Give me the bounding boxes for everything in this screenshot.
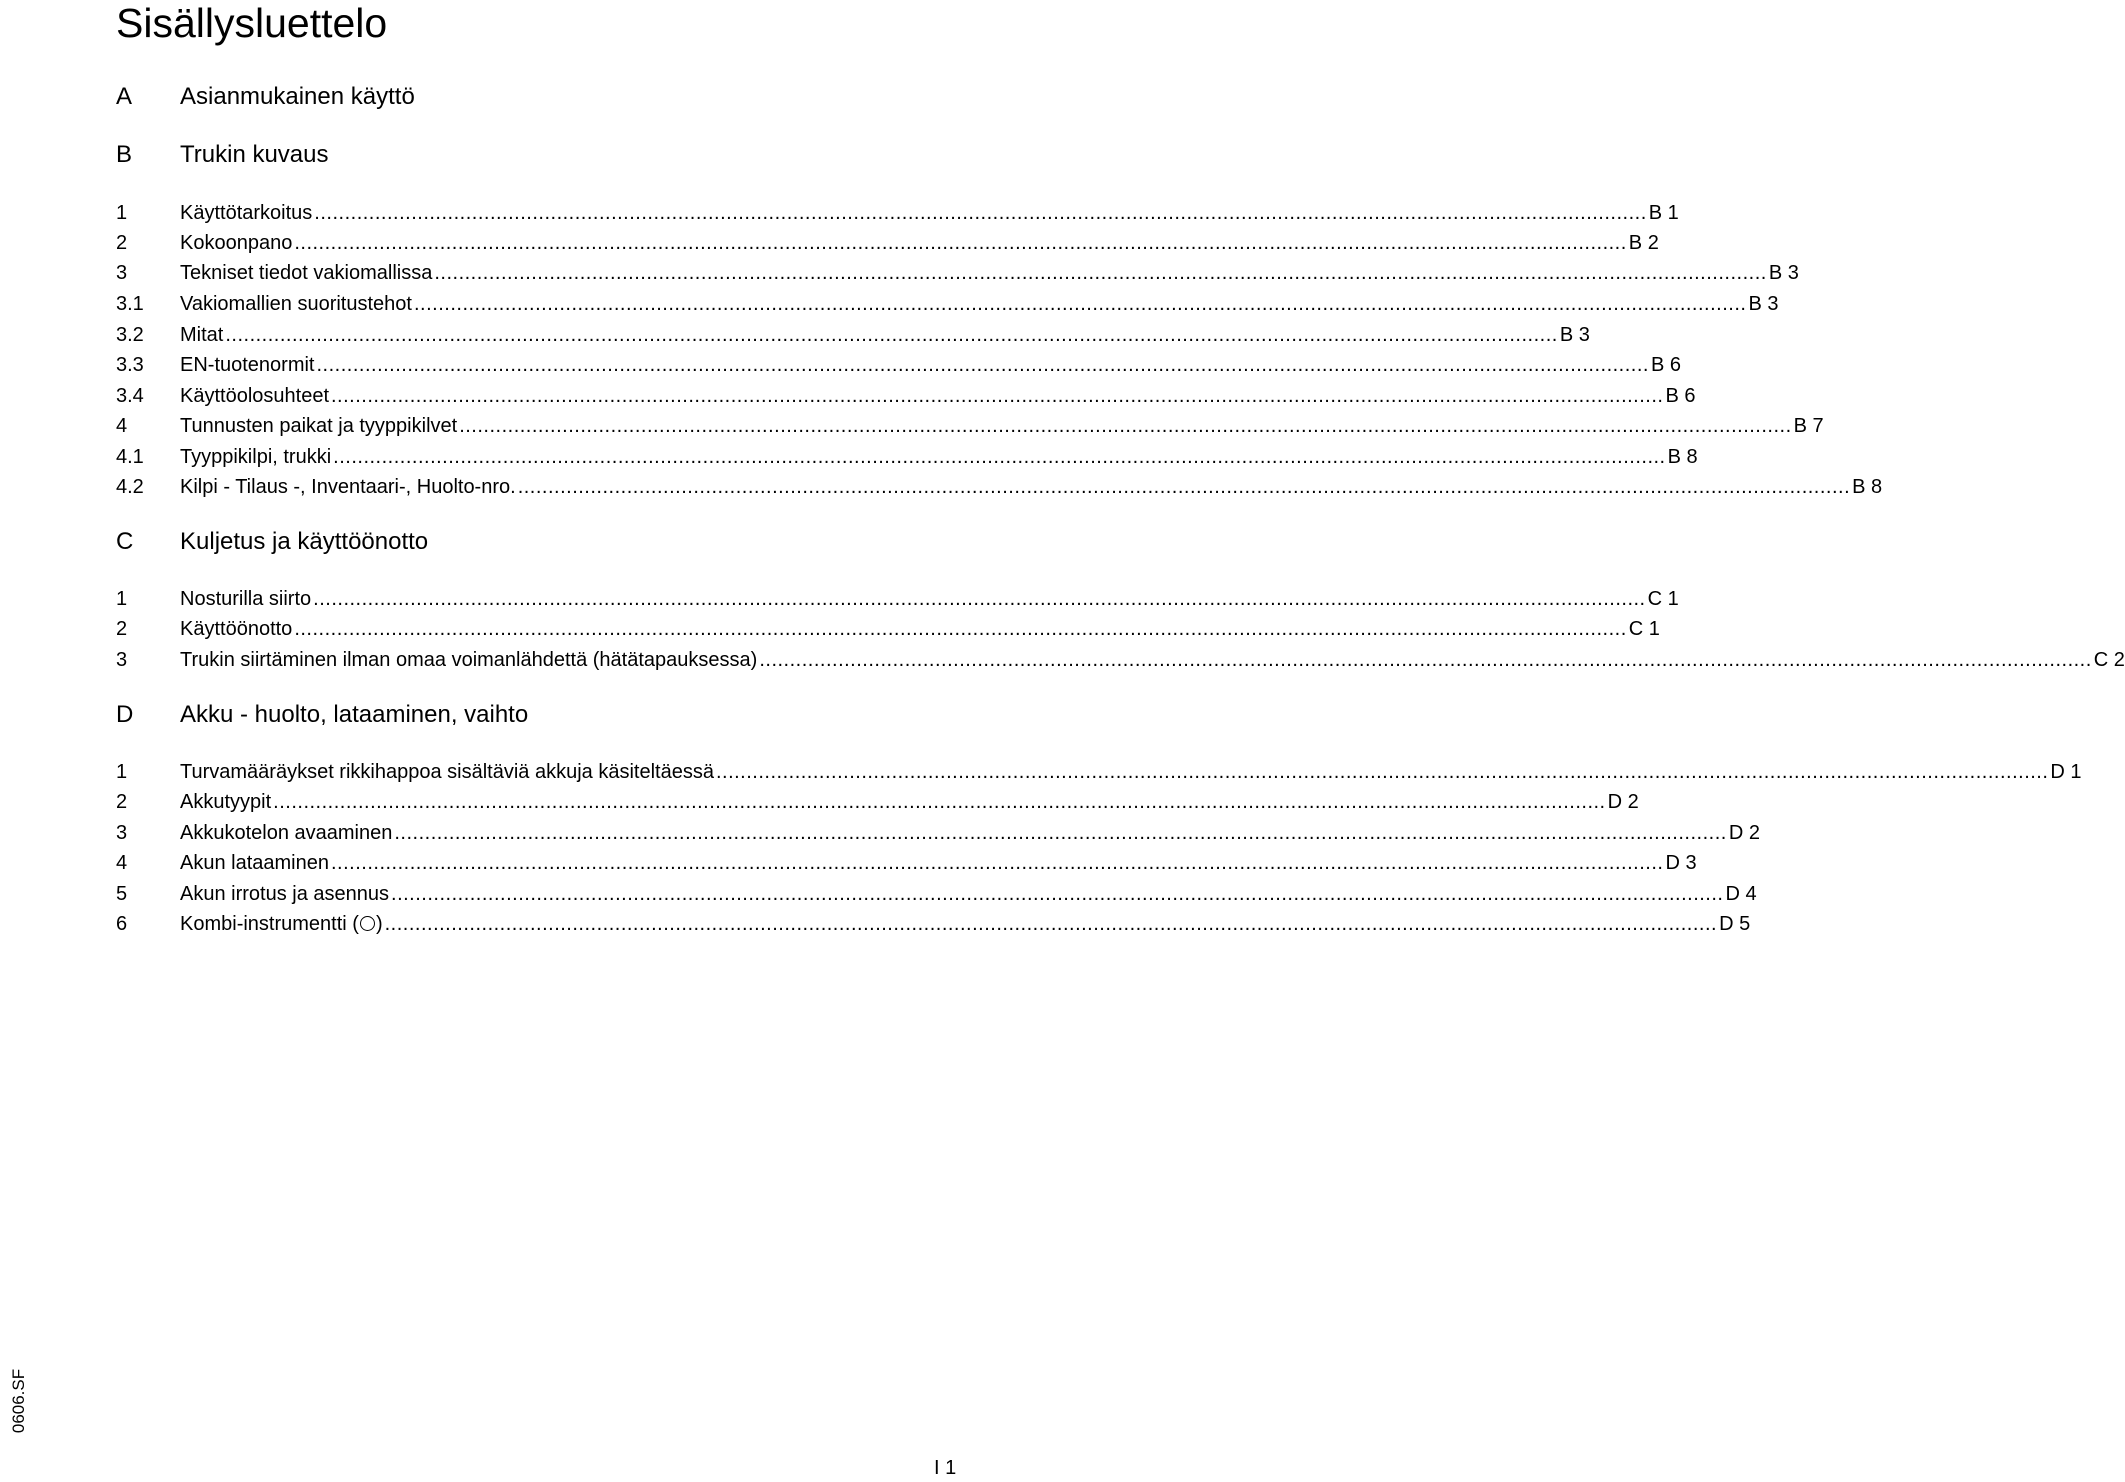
entry-title: Mitat <box>180 324 224 346</box>
entry-title: Turvamääräykset rikkihappoa sisältäviä akkuja käsiteltäessä <box>180 761 714 783</box>
entry-number: 3.1 <box>116 293 144 315</box>
dot-leader: ............................................................................................................................................................................................................................ <box>294 232 1627 254</box>
chapter-heading-a[interactable] <box>116 80 916 114</box>
chapter-title: Trukin kuvaus <box>180 141 329 168</box>
entry-title: Kokoonpano <box>180 232 293 254</box>
dot-leader: ............................................................................................................................................................................................................................ <box>391 883 1724 905</box>
dot-leader: ............................................................................................................................................................................................................................ <box>715 761 2049 783</box>
entry-page: B 3 <box>1748 293 1779 315</box>
chapter-title: Kuljetus ja käyttöönotto <box>180 528 429 555</box>
dot-leader: ............................................................................................................................................................................................................................ <box>331 385 1664 407</box>
entry-number: 1 <box>116 202 128 224</box>
entry-page: C 1 <box>1628 618 1660 640</box>
entry-number: 4.2 <box>116 476 144 498</box>
entry-number: 6 <box>116 913 128 935</box>
entry-page: C 2 <box>2093 649 2125 671</box>
entry-title-start: Kombi-instrumentti ( <box>180 913 359 935</box>
toc-entry[interactable] <box>116 584 1679 614</box>
toc-entry[interactable] <box>116 228 1659 258</box>
page-title: Sisällysluettelo <box>116 0 388 46</box>
chapter-heading-b[interactable] <box>116 138 916 172</box>
document-code <box>5 1365 33 1437</box>
toc-entry[interactable] <box>116 411 1824 441</box>
entry-page: B 6 <box>1665 385 1696 407</box>
entry-title: Tyyppikilpi, trukki <box>180 446 332 468</box>
dot-leader: ............................................................................................................................................................................................................................ <box>294 618 1627 640</box>
toc-entry[interactable] <box>116 909 1751 939</box>
entry-page: B 8 <box>1852 476 1883 498</box>
chapter-letter: A <box>116 83 133 110</box>
entry-title-end: ) <box>375 913 383 935</box>
toc-entry[interactable] <box>116 472 1883 502</box>
dot-leader: ............................................................................................................................................................................................................................ <box>273 791 1606 813</box>
entry-page: D 3 <box>1665 852 1697 874</box>
entry-page: D 5 <box>1719 913 1751 935</box>
entry-number: 2 <box>116 618 128 640</box>
dot-leader: ............................................................................................................................................................................................................................ <box>333 446 1666 468</box>
toc-entry[interactable] <box>116 879 1757 909</box>
entry-number: 4 <box>116 415 128 437</box>
toc-entry[interactable] <box>116 645 2125 675</box>
chapter-title: Akku - huolto, lataaminen, vaihto <box>180 701 529 728</box>
toc-entry[interactable] <box>116 442 1698 472</box>
chapter-letter: C <box>116 528 134 555</box>
entry-page: D 1 <box>2050 761 2082 783</box>
entry-page: D 4 <box>1725 883 1757 905</box>
dot-leader: ............................................................................................................................................................................................................................ <box>225 324 1558 346</box>
chapter-heading-c[interactable] <box>116 525 916 559</box>
toc-entry[interactable] <box>116 787 1639 817</box>
entry-title: Käyttötarkoitus <box>180 202 313 224</box>
entry-title: EN-tuotenormit <box>180 354 315 376</box>
dot-leader: ............................................................................................................................................................................................................................ <box>759 649 2092 671</box>
entry-title: Vakiomallien suoritustehot <box>180 293 412 315</box>
entry-page: B 8 <box>1667 446 1698 468</box>
entry-number: 3.2 <box>116 324 144 346</box>
entry-title: Akkukotelon avaaminen <box>180 822 393 844</box>
chapter-heading-d[interactable] <box>116 698 916 732</box>
dot-leader: ............................................................................................................................................................................................................................ <box>314 202 1647 224</box>
dot-leader: ............................................................................................................................................................................................................................ <box>313 588 1646 610</box>
document-code-text: 0606.SF <box>9 1368 28 1434</box>
entry-page: B 3 <box>1559 324 1590 346</box>
entry-title: Käyttöolosuhteet <box>180 385 329 407</box>
entry-number: 2 <box>116 791 128 813</box>
dot-leader: ............................................................................................................................................................................................................................ <box>316 354 1649 376</box>
entry-page: B 6 <box>1650 354 1681 376</box>
toc-entry[interactable] <box>116 757 2082 787</box>
dot-leader: ............................................................................................................................................................................................................................ <box>459 415 1792 437</box>
entry-title: Tunnusten paikat ja tyyppikilvet <box>180 415 458 437</box>
entry-title: Akkutyypit <box>180 791 272 813</box>
page-number: I 1 <box>934 1457 957 1479</box>
entry-page: C 1 <box>1647 588 1679 610</box>
entry-number: 1 <box>116 588 128 610</box>
toc-entry[interactable] <box>116 848 1697 878</box>
entry-number: 3.3 <box>116 354 144 376</box>
dot-leader: ............................................................................................................................................................................................................................ <box>517 476 1851 498</box>
toc-entry[interactable] <box>116 258 1799 288</box>
entry-title: Käyttöönotto <box>180 618 293 640</box>
entry-number: 4.1 <box>116 446 144 468</box>
entry-number: 3.4 <box>116 385 144 407</box>
entry-title: Nosturilla siirto <box>180 588 312 610</box>
entry-page: B 2 <box>1628 232 1659 254</box>
toc-entry[interactable] <box>116 198 1679 228</box>
entry-page: D 2 <box>1728 822 1760 844</box>
circle-option-icon <box>360 916 375 931</box>
chapter-title: Asianmukainen käyttö <box>180 83 415 110</box>
entry-page: B 7 <box>1793 415 1824 437</box>
entry-page: D 2 <box>1607 791 1639 813</box>
toc-entry[interactable] <box>116 320 1590 350</box>
entry-title <box>180 909 383 939</box>
entry-title: Akun lataaminen <box>180 852 329 874</box>
chapter-letter: D <box>116 701 134 728</box>
entry-title: Trukin siirtäminen ilman omaa voimanlähdettä (hätätapauksessa) <box>180 649 758 671</box>
dot-leader: ............................................................................................................................................................................................................................ <box>394 822 1727 844</box>
toc-entry[interactable] <box>116 289 1779 319</box>
toc-entry[interactable] <box>116 381 1696 411</box>
entry-number: 1 <box>116 761 128 783</box>
entry-title: Tekniset tiedot vakiomallissa <box>180 262 433 284</box>
entry-title: Kilpi - Tilaus -, Inventaari-, Huolto-nro. <box>180 476 516 498</box>
toc-entry[interactable] <box>116 614 1660 644</box>
entry-number: 4 <box>116 852 128 874</box>
dot-leader: ............................................................................................................................................................................................................................ <box>413 293 1747 315</box>
toc-entry[interactable] <box>116 818 1760 848</box>
dot-leader: ............................................................................................................................................................................................................................ <box>384 913 1718 935</box>
entry-number: 3 <box>116 262 128 284</box>
entry-number: 3 <box>116 822 128 844</box>
entry-page: B 3 <box>1768 262 1799 284</box>
chapter-letter: B <box>116 141 133 168</box>
dot-leader: ............................................................................................................................................................................................................................ <box>330 852 1664 874</box>
entry-title: Akun irrotus ja asennus <box>180 883 390 905</box>
entry-number: 2 <box>116 232 128 254</box>
entry-number: 5 <box>116 883 128 905</box>
entry-number: 3 <box>116 649 128 671</box>
entry-page: B 1 <box>1648 202 1679 224</box>
toc-entry[interactable] <box>116 350 1681 380</box>
dot-leader: ............................................................................................................................................................................................................................ <box>434 262 1767 284</box>
